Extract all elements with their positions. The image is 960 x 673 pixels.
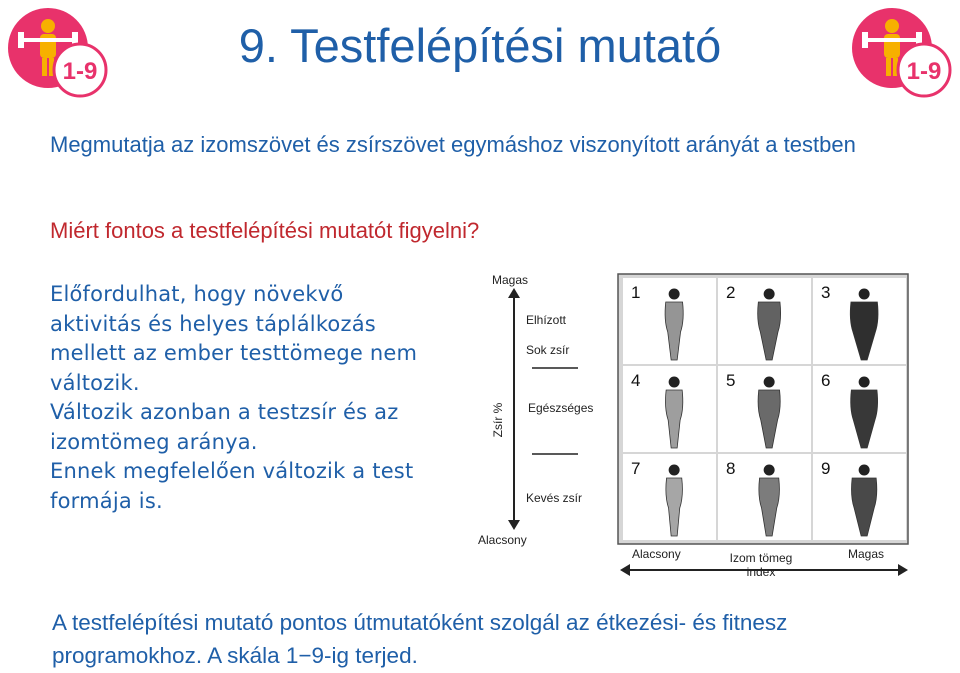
grid-cell-5 [718,366,811,452]
body-line: Előfordulhat, hogy növekvő [50,282,344,306]
y-axis-top-label: Magas [492,273,529,287]
grid-cell-number: 1 [631,283,641,302]
grid-cell-9 [813,454,906,540]
grid-cell-number: 7 [631,459,641,478]
body-composition-figure [478,268,918,586]
row-label-low-fat: Kevés zsír [526,491,583,505]
logo-text: 1-9 [62,58,98,85]
grid-cell-number: 4 [631,371,641,390]
page-title: 9. Testfelépítési mutató [238,19,722,72]
grid-cell-7 [623,454,716,540]
grid-cell-number: 5 [726,371,736,390]
body-line: aktivitás és helyes táplálkozás [50,311,376,336]
x-axis-left-label: Alacsony [632,547,681,561]
x-axis-right-label: Magas [848,547,885,561]
footer-text: A testfelépítési mutató pontos útmutatóként szolgál az étkezési- és fitnesz programokhoz. A skála 1−9-ig terjed. [52,610,788,668]
body-line: formája is. [50,488,163,513]
x-axis-title-line1: Izom tömeg [729,551,793,565]
grid-cell-3 [813,278,906,364]
grid-cell-8 [718,454,811,540]
row-label-healthy: Egészséges [528,401,594,415]
y-axis-arrow-down-icon [508,520,520,530]
grid-cell-6 [813,366,906,452]
x-axis-arrow-right-icon [898,564,908,576]
body-line: változik. [50,370,140,395]
x-axis-arrow-left-icon [620,564,630,576]
logo-text: 1-9 [906,58,942,85]
grid-cell-number: 2 [726,283,736,302]
grid-cell-4 [623,366,716,452]
row-label-obese: Elhízott [526,313,567,327]
grid-cell-number: 3 [821,283,831,302]
body-type-grid [618,274,908,544]
grid-cell-1 [623,278,716,364]
grid-cell-number: 6 [821,371,831,390]
body-line: Változik azonban a testzsír és az [50,400,399,424]
row-label-high-fat: Sok zsír [526,343,570,357]
body-text [50,280,470,516]
subtitle: Megmutatja az izomszövet és zsírszövet egymáshoz viszonyított arányát a testben [50,132,856,157]
y-axis-bottom-label: Alacsony [478,533,527,547]
body-line: izomtömeg aránya. [50,429,258,454]
body-line: mellett az ember testtömege nem [50,341,418,365]
y-axis-arrow-up-icon [508,288,520,298]
question: Miért fontos a testfelépítési mutatót figyelni? [50,218,480,243]
body-line: Ennek megfelelően változik a test [50,459,414,483]
x-axis-title-line2: index [746,565,776,579]
y-axis-title: Zsír % [491,402,505,438]
grid-cell-2 [718,278,811,364]
grid-cell-number: 8 [726,459,736,478]
grid-cell-number: 9 [821,459,831,478]
